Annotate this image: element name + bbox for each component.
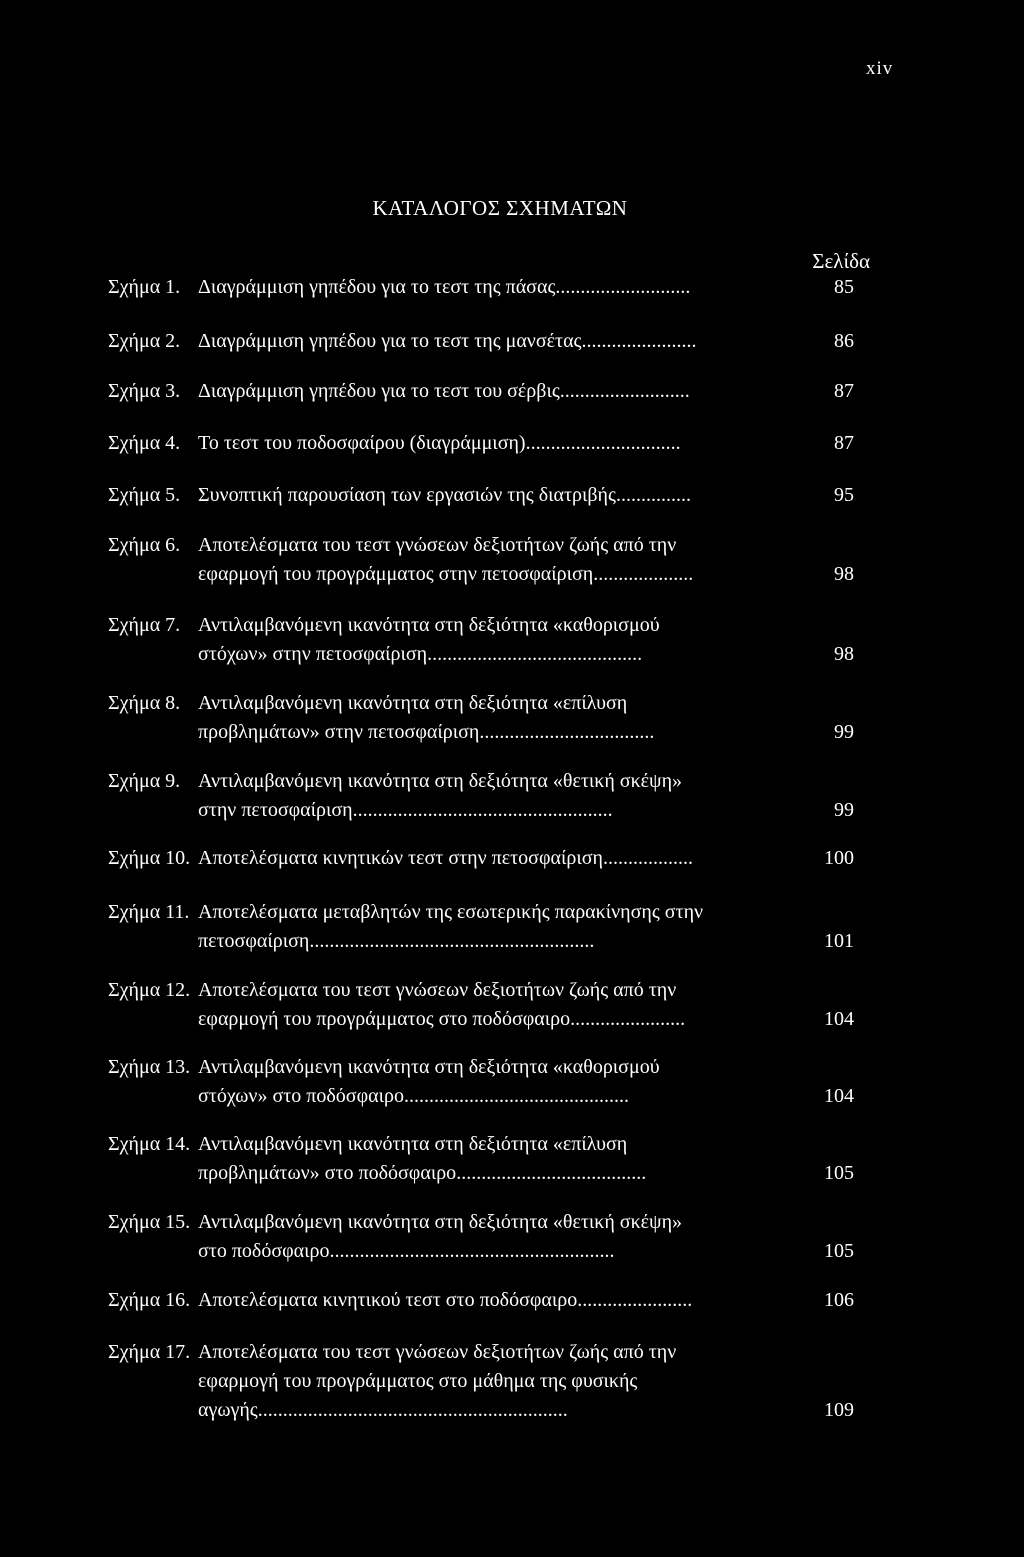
figure-caption-text: προβλημάτων» στο ποδόσφαιρο xyxy=(198,1162,457,1184)
figure-entry-continuation-line xyxy=(198,928,594,954)
figure-caption-text: Το τεστ του ποδοσφαίρου (διαγράμμιση) xyxy=(198,432,526,454)
figure-entry-continuation-line xyxy=(198,1368,637,1394)
figure-caption-text: πετοσφαίριση xyxy=(198,930,310,952)
dot-leader: ......................................................... xyxy=(309,930,595,952)
figure-number: Σχήμα 11. xyxy=(108,901,190,923)
dot-leader: .................... xyxy=(593,563,694,585)
figure-page-number: 86 xyxy=(834,330,854,352)
figure-page-number: 87 xyxy=(834,432,854,454)
figure-entry-first-line xyxy=(108,1054,660,1080)
figure-entry-first-line xyxy=(108,328,696,354)
page-number: xiv xyxy=(866,58,894,79)
figure-entry-first-line xyxy=(108,1339,676,1365)
figure-caption-text: Αποτελέσματα του τεστ γνώσεων δεξιοτήτων ζωής από την xyxy=(198,1341,677,1363)
figure-entry-first-line xyxy=(108,482,691,508)
figure-caption-text: Διαγράμμιση γηπέδου για το τεστ του σέρβις xyxy=(198,380,560,402)
figure-entry-first-line xyxy=(108,977,676,1003)
figure-number: Σχήμα 7. xyxy=(108,614,181,636)
figure-number: Σχήμα 2. xyxy=(108,330,181,352)
figure-caption-text: Αντιλαμβανόμενη ικανότητα στη δεξιότητα «θετική σκέψη» xyxy=(198,770,683,792)
dot-leader: .......................... xyxy=(559,380,690,402)
figure-caption-text: Συνοπτική παρουσίαση των εργασιών της διατριβής xyxy=(198,484,616,506)
figure-number: Σχήμα 8. xyxy=(108,692,181,714)
figure-number: Σχήμα 9. xyxy=(108,770,181,792)
figure-caption-text: προβλημάτων» στην πετοσφαίριση xyxy=(198,721,480,743)
figure-number: Σχήμα 12. xyxy=(108,979,191,1001)
figure-number: Σχήμα 3. xyxy=(108,380,181,402)
figure-entry-continuation-line xyxy=(198,561,693,587)
figure-page-number: 98 xyxy=(834,643,854,665)
figure-page-number: 104 xyxy=(824,1008,854,1030)
figure-number: Σχήμα 15. xyxy=(108,1211,191,1233)
figure-entry-first-line xyxy=(108,768,682,794)
figure-number: Σχήμα 1. xyxy=(108,276,181,298)
figure-caption-text: Αποτελέσματα του τεστ γνώσεων δεξιοτήτων ζωής από την xyxy=(198,534,677,556)
figure-caption-text: εφαρμογή του προγράμματος στην πετοσφαίριση xyxy=(198,563,594,585)
figure-caption-text: Αποτελέσματα του τεστ γνώσεων δεξιοτήτων ζωής από την xyxy=(198,979,677,1001)
figure-caption-text: στόχων» στην πετοσφαίριση xyxy=(198,643,428,665)
figure-entry-first-line xyxy=(108,1287,692,1313)
figure-caption-text: στο ποδόσφαιρο xyxy=(198,1240,330,1262)
figure-caption-text: Αντιλαμβανόμενη ικανότητα στη δεξιότητα «επίλυση xyxy=(198,692,628,714)
dot-leader: ....................... xyxy=(577,1289,693,1311)
figure-entry-first-line xyxy=(108,430,681,456)
page-title: ΚΑΤΑΛΟΓΟΣ ΣΧΗΜΑΤΩΝ xyxy=(372,196,628,220)
figure-caption-text: αγωγής xyxy=(198,1399,258,1421)
figure-entry-first-line xyxy=(108,845,693,871)
dot-leader: ............................................. xyxy=(403,1085,629,1107)
figure-page-number: 95 xyxy=(834,484,854,506)
figure-entry-first-line xyxy=(108,378,690,404)
figure-number: Σχήμα 13. xyxy=(108,1056,191,1078)
figure-entry-first-line xyxy=(108,274,690,300)
figure-caption-text: Αντιλαμβανόμενη ικανότητα στη δεξιότητα «καθορισμού xyxy=(198,614,660,636)
dot-leader: ......................................................... xyxy=(329,1240,615,1262)
figure-page-number: 109 xyxy=(824,1399,854,1421)
figure-page-number: 104 xyxy=(824,1085,854,1107)
figure-entry-first-line xyxy=(108,1209,682,1235)
figure-number: Σχήμα 10. xyxy=(108,847,191,869)
dot-leader: ........................... xyxy=(555,276,691,298)
figure-number: Σχήμα 17. xyxy=(108,1341,191,1363)
figure-page-number: 100 xyxy=(824,847,854,869)
figure-entry-continuation-line xyxy=(198,719,654,745)
figure-page-number: 106 xyxy=(824,1289,854,1311)
dot-leader: .............................................................. xyxy=(257,1399,568,1421)
dot-leader: ....................... xyxy=(581,330,697,352)
dot-leader: ...................................... xyxy=(456,1162,647,1184)
page-column-label: Σελίδα xyxy=(812,249,870,273)
figure-entry-continuation-line xyxy=(198,797,613,823)
figure-page-number: 98 xyxy=(834,563,854,585)
figure-entry-continuation-line xyxy=(198,1006,685,1032)
figure-number: Σχήμα 16. xyxy=(108,1289,191,1311)
figure-caption-text: Αποτελέσματα κινητικού τεστ στο ποδόσφαιρο xyxy=(198,1289,578,1311)
dot-leader: ............................... xyxy=(525,432,681,454)
figure-entry-continuation-line xyxy=(198,641,642,667)
figure-page-number: 99 xyxy=(834,721,854,743)
figure-caption-text: στόχων» στο ποδόσφαιρο xyxy=(198,1085,404,1107)
figure-entry-continuation-line xyxy=(198,1160,646,1186)
figure-caption-text: Αντιλαμβανόμενη ικανότητα στη δεξιότητα «θετική σκέψη» xyxy=(198,1211,683,1233)
dot-leader: .................................................... xyxy=(352,799,613,821)
dot-leader: ............... xyxy=(615,484,691,506)
figure-caption-text: Διαγράμμιση γηπέδου για το τεστ της μανσέτας xyxy=(198,330,582,352)
figure-number: Σχήμα 6. xyxy=(108,534,181,556)
figure-entry-first-line xyxy=(108,690,627,716)
figure-caption-text: Αντιλαμβανόμενη ικανότητα στη δεξιότητα «επίλυση xyxy=(198,1133,628,1155)
figure-entry-first-line xyxy=(108,532,676,558)
figure-number: Σχήμα 14. xyxy=(108,1133,191,1155)
figure-caption-text: εφαρμογή του προγράμματος στο ποδόσφαιρο xyxy=(198,1008,571,1030)
figure-page-number: 99 xyxy=(834,799,854,821)
dot-leader: ................................... xyxy=(479,721,655,743)
figure-entry-first-line xyxy=(108,612,660,638)
figure-entry-continuation-line xyxy=(198,1397,568,1423)
figure-entry-continuation-line xyxy=(198,1238,615,1264)
figure-caption-text: εφαρμογή του προγράμματος στο μάθημα της φυσικής xyxy=(198,1370,638,1392)
figure-page-number: 105 xyxy=(824,1240,854,1262)
dot-leader: ....................... xyxy=(570,1008,686,1030)
figure-caption-text: Αντιλαμβανόμενη ικανότητα στη δεξιότητα «καθορισμού xyxy=(198,1056,660,1078)
figure-caption-text: Αποτελέσματα μεταβλητών της εσωτερικής παρακίνησης στην xyxy=(198,901,704,923)
figure-caption-text: στην πετοσφαίριση xyxy=(198,799,353,821)
figure-caption-text: Διαγράμμιση γηπέδου για το τεστ της πάσας xyxy=(198,276,556,298)
figure-page-number: 105 xyxy=(824,1162,854,1184)
figure-entry-continuation-line xyxy=(198,1083,629,1109)
figure-page-number: 87 xyxy=(834,380,854,402)
figure-page-number: 101 xyxy=(824,930,854,952)
figure-entry-first-line xyxy=(108,1131,627,1157)
figure-page-number: 85 xyxy=(834,276,854,298)
dot-leader: .................. xyxy=(602,847,693,869)
figure-number: Σχήμα 4. xyxy=(108,432,181,454)
dot-leader: ........................................... xyxy=(427,643,643,665)
figure-entry-first-line xyxy=(108,899,703,925)
figure-number: Σχήμα 5. xyxy=(108,484,181,506)
figure-caption-text: Αποτελέσματα κινητικών τεστ στην πετοσφαίριση xyxy=(198,847,603,869)
